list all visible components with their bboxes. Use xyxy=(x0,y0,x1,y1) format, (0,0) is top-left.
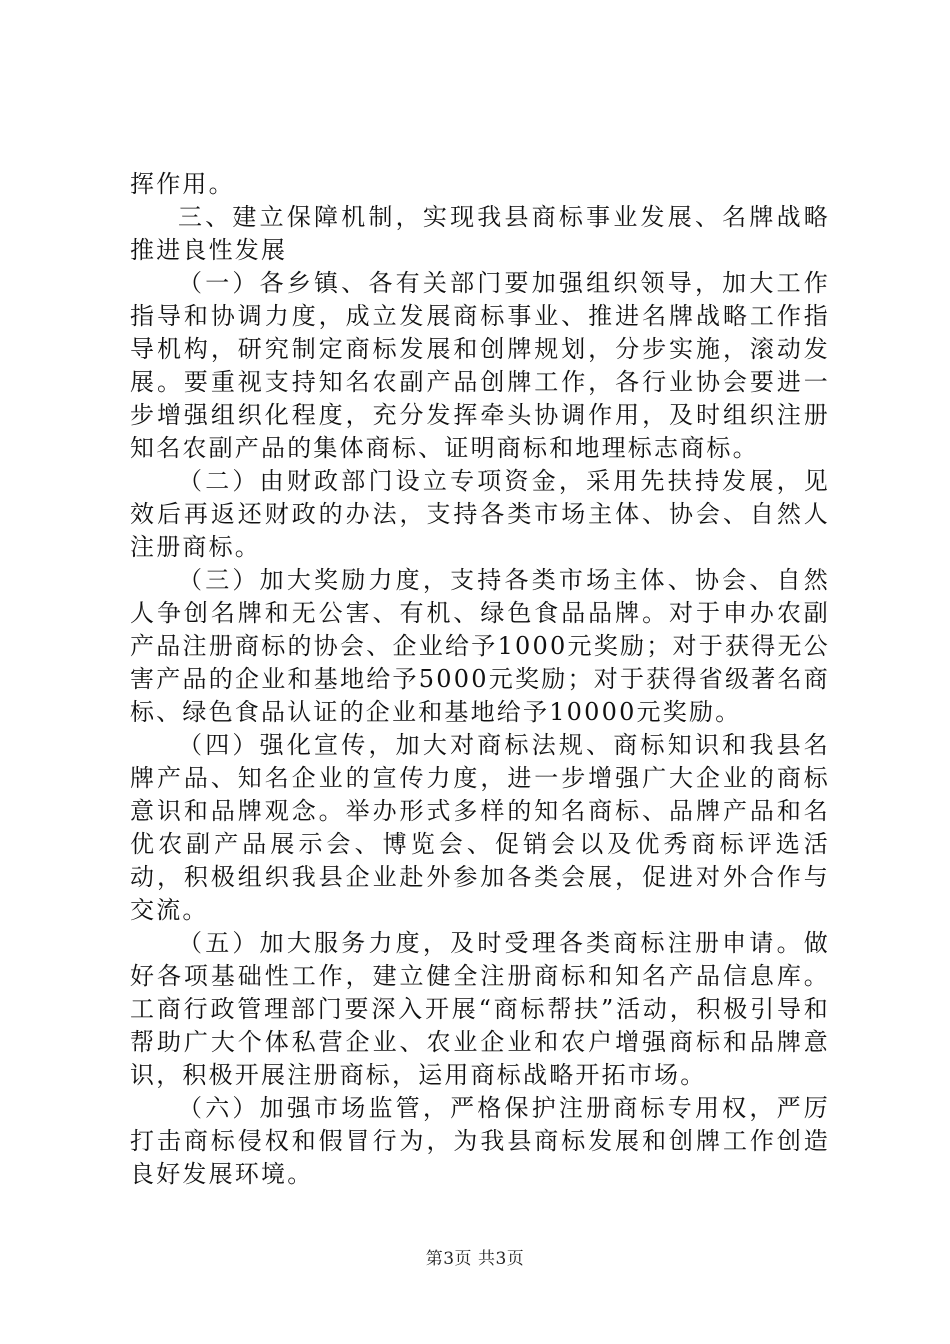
page-number-footer: 第3页 共3页 xyxy=(425,1249,525,1269)
paragraph-item-2: （二）由财政部门设立专项资金，采用先扶持发展，见效后再返还财政的办法，支持各类市场主体、协会、自然人注册商标。 xyxy=(130,467,830,561)
paragraph-item-4: （四）强化宣传，加大对商标法规、商标知识和我县名牌产品、知名企业的宣传力度，进一步增强广大企业的商标意识和品牌观念。举办形式多样的知名商标、品牌产品和名优农副产品展示会、博览会、促销会以及优秀商标评选活动，积极组织我县企业赴外参加各类会展，促进对外合作与交流。 xyxy=(130,731,830,924)
document-body xyxy=(130,168,830,1191)
paragraph-continuation: 挥作用。 xyxy=(130,170,235,198)
paragraph-item-3: （三）加大奖励力度，支持各类市场主体、协会、自然人争创名牌和无公害、有机、绿色食品品牌。对于申办农副产品注册商标的协会、企业给予1000元奖励；对于获得无公害产品的企业和基地给予5000元奖励；对于获得省级著名商标、绿色食品认证的企业和基地给予10000元奖励。 xyxy=(130,566,830,726)
paragraph-item-5: （五）加大服务力度，及时受理各类商标注册申请。做好各项基础性工作，建立健全注册商标和知名产品信息库。工商行政管理部门要深入开展“商标帮扶”活动，积极引导和帮助广大个体私营企业、农业企业和农户增强商标和品牌意识，积极开展注册商标，运用商标战略开拓市场。 xyxy=(130,929,830,1089)
paragraph-item-6: （六）加强市场监管，严格保护注册商标专用权，严厉打击商标侵权和假冒行为，为我县商标发展和创牌工作创造良好发展环境。 xyxy=(130,1094,830,1188)
paragraph-item-1: （一）各乡镇、各有关部门要加强组织领导，加大工作指导和协调力度，成立发展商标事业、推进名牌战略工作指导机构，研究制定商标发展和创牌规划，分步实施，滚动发展。要重视支持知名农副产品创牌工作，各行业协会要进一步增强组织化程度，充分发挥牵头协调作用，及时组织注册知名农副产品的集体商标、证明商标和地理标志商标。 xyxy=(130,269,830,462)
section-heading-3: 三、建立保障机制，实现我县商标事业发展、名牌战略推进良性发展 xyxy=(130,203,830,264)
